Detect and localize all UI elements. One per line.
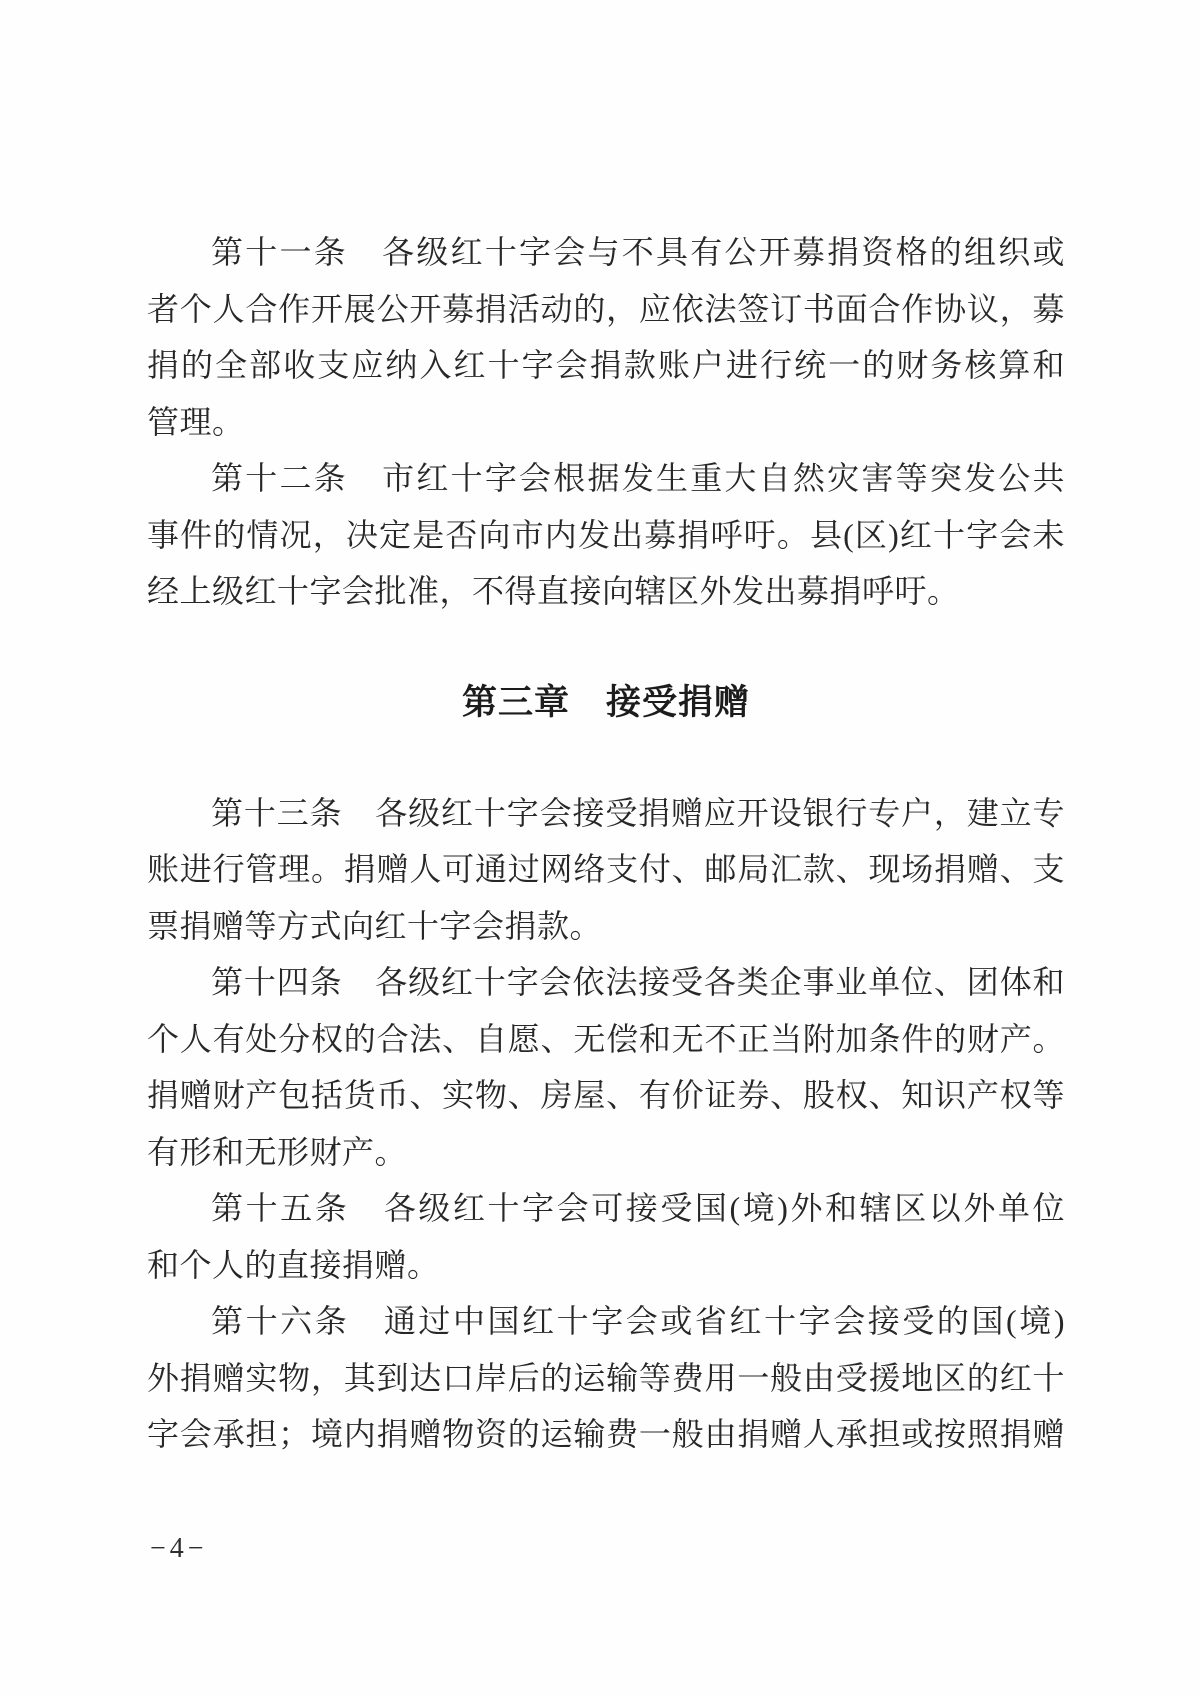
text-line: 第十四条 各级红十字会依法接受各类企事业单位、团体和	[211, 964, 1065, 1000]
text-line: 经上级红十字会批准，不得直接向辖区外发出募捐呼吁。	[147, 573, 960, 609]
text-line: 和个人的直接捐赠。	[147, 1246, 440, 1283]
document-body	[147, 0, 1065, 1463]
text-line: 第十二条 市红十字会根据发生重大自然灾害等突发公共	[211, 460, 1065, 496]
text-line: 事件的情况，决定是否向市内发出募捐呼吁。县(区)红十字会未	[147, 516, 1065, 553]
text-line: 票捐赠等方式向红十字会捐款。	[147, 907, 603, 944]
text-line: 有形和无形财产。	[147, 1133, 408, 1170]
chapter-heading: 第三章 接受捐赠	[461, 682, 750, 722]
text-line: 管理。	[147, 403, 245, 440]
text-line: 第十三条 各级红十字会接受捐赠应开设银行专户，建立专	[211, 794, 1065, 831]
text-line: 捐的全部收支应纳入红十字会捐款账户进行统一的财务核算和	[147, 347, 1065, 383]
text-line: 第十五条 各级红十字会可接受国(境)外和辖区以外单位	[211, 1190, 1065, 1226]
text-line: 捐赠财产包括货币、实物、房屋、有价证券、股权、知识产权等	[147, 1077, 1065, 1113]
text-line: 第十一条 各级红十字会与不具有公开募捐资格的组织或	[211, 234, 1065, 270]
text-line: 字会承担；境内捐赠物资的运输费一般由捐赠人承担或按照捐赠	[147, 1416, 1065, 1452]
page-number: −4−	[150, 1533, 208, 1564]
text-line: 账进行管理。捐赠人可通过网络支付、邮局汇款、现场捐赠、支	[147, 851, 1065, 887]
text-line: 者个人合作开展公开募捐活动的，应依法签订书面合作协议，募	[147, 290, 1065, 327]
text-line: 第十六条 通过中国红十字会或省红十字会接受的国(境)	[211, 1303, 1065, 1339]
text-line: 外捐赠实物，其到达口岸后的运输等费用一般由受援地区的红十	[147, 1359, 1065, 1396]
text-line: 个人有处分权的合法、自愿、无偿和无不正当附加条件的财产。	[147, 1020, 1065, 1057]
